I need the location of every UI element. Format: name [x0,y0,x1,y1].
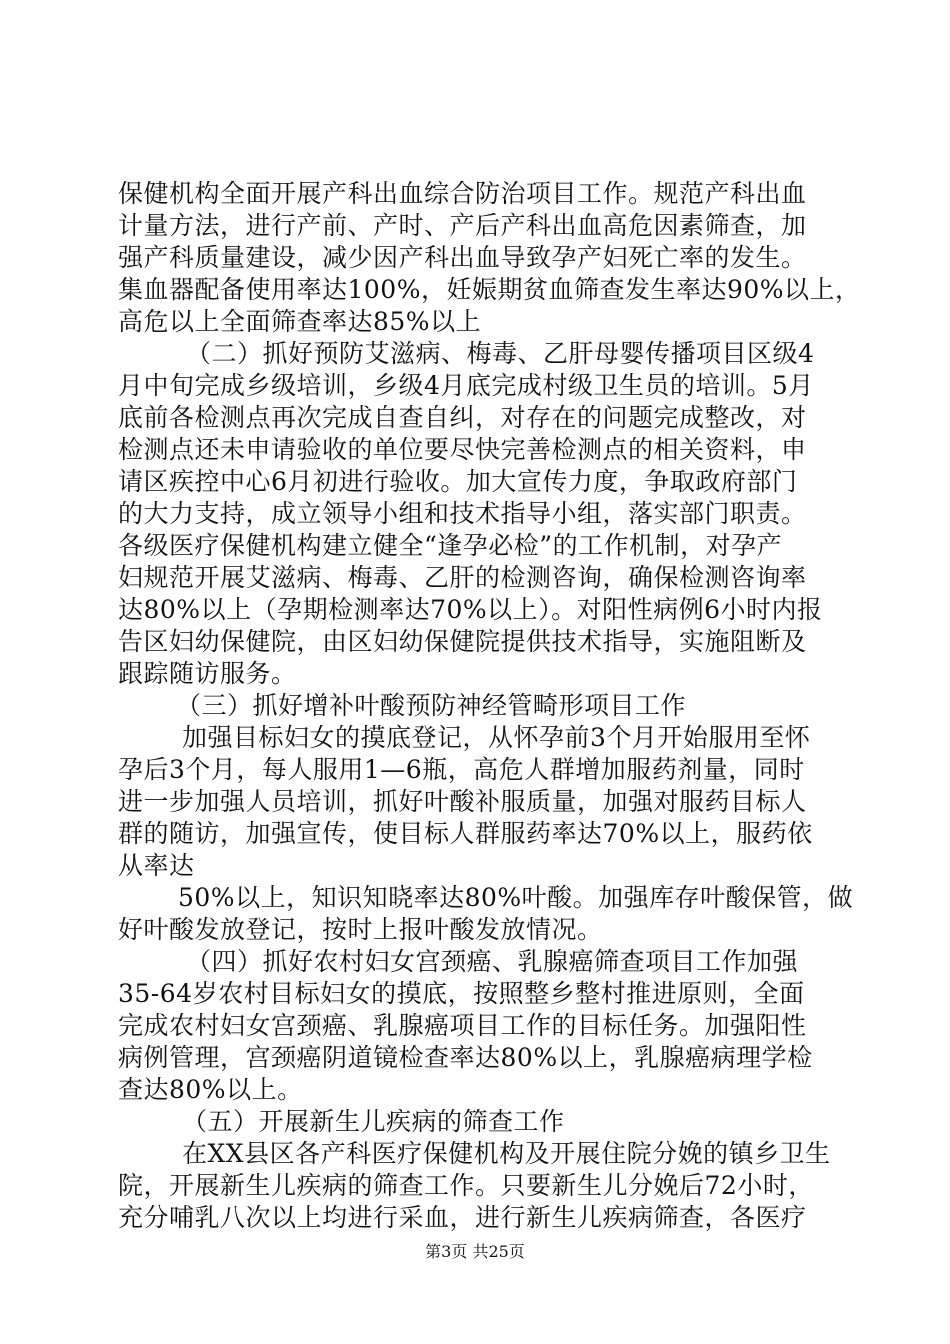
body-text-line: 请区疾控中心6月初进行验收。加大宣传力度，争取政府部门 [118,467,798,496]
body-text-line: 在XX县区各产科医疗保健机构及开展住院分娩的镇乡卫生 [182,1139,831,1168]
body-text-line: 计量方法，进行产前、产时、产后产科出血高危因素筛查，加 [118,211,807,240]
body-text-line: 跟踪随访服务。 [118,659,297,688]
body-text-line: 妇规范开展艾滋病、梅毒、乙肝的检测咨询，确保检测咨询率 [118,563,807,592]
body-text-line: 查达80%以上。 [118,1075,303,1104]
body-text-line: 从率达 [118,851,195,880]
body-text-line: 进一步加强人员培训，抓好叶酸补服质量，加强对服药目标人 [118,787,807,816]
body-text-line: 50%以上，知识知晓率达80%叶酸。加强库存叶酸保管，做 [178,883,854,912]
body-text-line: 高危以上全面筛查率达85%以上 [118,307,482,336]
body-text-line: 群的随访，加强宣传，使目标人群服药率达70%以上，服药依 [118,819,813,848]
body-text-line: 充分哺乳八次以上均进行采血，进行新生儿疾病筛查，各医疗 [118,1203,807,1232]
body-text-line: 告区妇幼保健院，由区妇幼保健院提供技术指导，实施阻断及 [118,627,807,656]
section-heading-2: （二）抓好预防艾滋病、梅毒、乙肝母婴传播项目区级4 [186,339,815,368]
body-text-line: 35-64岁农村目标妇女的摸底，按照整乡整村推进原则，全面 [118,979,805,1008]
body-text-line: 底前各检测点再次完成自查自纠，对存在的问题完成整改，对 [118,403,807,432]
body-text-line: 的大力支持，成立领导小组和技术指导小组，落实部门职责。 [118,499,807,528]
section-heading-4: （四）抓好农村妇女宫颈癌、乳腺癌筛查项目工作加强 [186,947,799,976]
section-heading-3: （三）抓好增补叶酸预防神经管畸形项目工作 [176,691,687,720]
body-text-line: 院，开展新生儿疾病的筛查工作。只要新生儿分娩后72小时， [118,1171,814,1200]
body-text-line: 完成农村妇女宫颈癌、乳腺癌项目工作的目标任务。加强阳性 [118,1011,807,1040]
body-text-line: 强产科质量建设，减少因产科出血导致孕产妇死亡率的发生。 [118,243,807,272]
body-text-line: 月中旬完成乡级培训，乡级4月底完成村级卫生员的培训。5月 [118,371,814,400]
body-text-line: 加强目标妇女的摸底登记，从怀孕前3个月开始服用至怀 [182,723,811,752]
page-number-footer: 第3页 共25页 [425,1242,525,1261]
body-text-line: 集血器配备使用率达100%，妊娠期贫血筛查发生率达90%以上， [118,275,861,304]
body-text-line: 达80%以上（孕期检测率达70%以上）。对阳性病例6小时内报 [118,595,823,624]
body-text-line: 好叶酸发放登记，按时上报叶酸发放情况。 [118,915,603,944]
body-text-line: 检测点还未申请验收的单位要尽快完善检测点的相关资料，申 [118,435,807,464]
body-text-line: 孕后3个月，每人服用1—6瓶，高危人群增加服药剂量，同时 [118,755,805,784]
body-text-line: 各级医疗保健机构建立健全“逢孕必检”的工作机制，对孕产 [118,531,783,560]
section-heading-5: （五）开展新生儿疾病的筛查工作 [182,1107,565,1136]
body-text-line: 病例管理，宫颈癌阴道镜检查率达80%以上，乳腺癌病理学检 [118,1043,813,1072]
body-text-line: 保健机构全面开展产科出血综合防治项目工作。规范产科出血 [118,179,807,208]
